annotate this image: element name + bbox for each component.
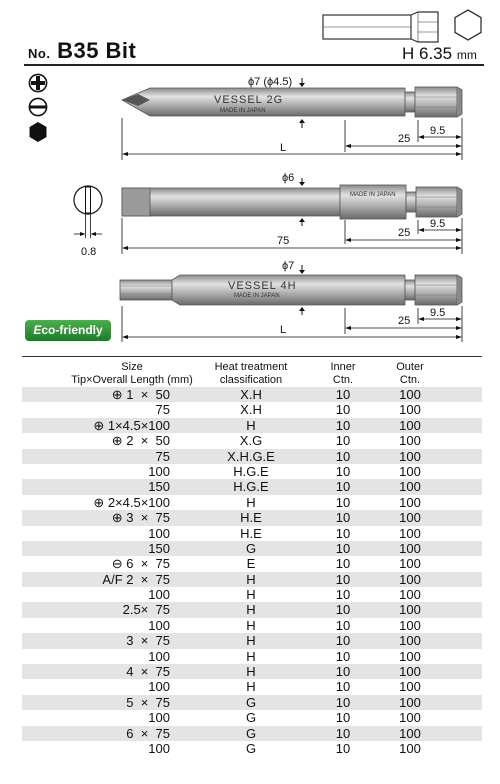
heat-treatment-cell: H.G.E bbox=[233, 463, 269, 479]
heat-treatment-cell: E bbox=[246, 556, 256, 572]
outer-carton-cell: 100 bbox=[399, 463, 421, 479]
header-inner-line1: Inner bbox=[330, 361, 356, 373]
table-row bbox=[22, 449, 482, 464]
table-row bbox=[22, 726, 482, 741]
table-row bbox=[22, 649, 482, 664]
table-row bbox=[22, 664, 482, 679]
page-header bbox=[0, 0, 500, 70]
inner-carton-cell: 10 bbox=[335, 494, 351, 510]
size-cell: 75 bbox=[155, 402, 170, 418]
size-cell: 100 bbox=[148, 740, 170, 756]
outer-carton-cell: 100 bbox=[399, 571, 421, 587]
inner-carton-cell: 10 bbox=[335, 510, 351, 526]
heat-treatment-cell: G bbox=[245, 740, 257, 756]
inner-carton-cell: 10 bbox=[335, 417, 351, 433]
header-heat bbox=[192, 361, 310, 387]
slotted-bit-drawing bbox=[0, 170, 500, 260]
outer-carton-cell: 100 bbox=[399, 617, 421, 633]
size-cell: 4 × 75 bbox=[126, 664, 170, 680]
heat-treatment-cell: H.E bbox=[240, 525, 262, 541]
page-title bbox=[28, 38, 136, 64]
size-cell: ⊕ 1×4.5×100 bbox=[93, 417, 170, 433]
heat-treatment-cell: H bbox=[246, 664, 256, 680]
header-outer-line2: Ctn. bbox=[399, 374, 421, 386]
header-heat-line1: Heat treatment bbox=[214, 361, 288, 373]
inner-carton-cell: 10 bbox=[335, 540, 351, 556]
table-top-rule bbox=[22, 356, 482, 357]
size-cell: 100 bbox=[148, 587, 170, 603]
outer-carton-cell: 100 bbox=[399, 387, 421, 402]
outer-carton-cell: 100 bbox=[399, 679, 421, 695]
inner-carton-cell: 10 bbox=[335, 710, 351, 726]
heat-treatment-cell: G bbox=[245, 710, 257, 726]
table-row bbox=[22, 633, 482, 648]
outer-carton-cell: 100 bbox=[399, 602, 421, 618]
inner-carton-cell: 10 bbox=[335, 725, 351, 741]
inner-carton-cell: 10 bbox=[335, 525, 351, 541]
table-row bbox=[22, 479, 482, 494]
outer-carton-cell: 100 bbox=[399, 510, 421, 526]
outer-carton-cell: 100 bbox=[399, 540, 421, 556]
heat-treatment-cell: H.G.E bbox=[233, 479, 269, 495]
size-cell: 5 × 75 bbox=[126, 694, 170, 710]
eco-badge-text: co-friendly bbox=[41, 323, 103, 337]
slotted-25-label: 25 bbox=[398, 227, 411, 239]
heat-treatment-cell: G bbox=[245, 540, 257, 556]
inner-carton-cell: 10 bbox=[335, 633, 351, 649]
size-cell: 2.5× 75 bbox=[122, 602, 170, 618]
inner-carton-cell: 10 bbox=[335, 740, 351, 756]
slot-thickness-label: 0.8 bbox=[81, 246, 97, 258]
phillips-diameter-label: ϕ7 (ϕ4.5) bbox=[248, 76, 293, 88]
outer-carton-cell: 100 bbox=[399, 633, 421, 649]
header-divider bbox=[24, 64, 484, 66]
hex-stamp-origin: MADE IN JAPAN bbox=[234, 293, 280, 299]
table-row bbox=[22, 510, 482, 525]
eco-friendly-badge bbox=[25, 320, 111, 341]
inner-carton-cell: 10 bbox=[335, 679, 351, 695]
outer-carton-cell: 100 bbox=[399, 664, 421, 680]
hex-diameter-label: ϕ7 bbox=[282, 260, 295, 272]
table-row bbox=[22, 572, 482, 587]
heat-treatment-cell: H bbox=[246, 679, 256, 695]
inner-carton-cell: 10 bbox=[335, 433, 351, 449]
title-prefix: No. bbox=[28, 46, 51, 61]
hex-hex-length-label: 9.5 bbox=[430, 307, 446, 319]
inner-carton-cell: 10 bbox=[335, 463, 351, 479]
size-cell: 75 bbox=[155, 448, 170, 464]
inner-carton-cell: 10 bbox=[335, 556, 351, 572]
table-row bbox=[22, 541, 482, 556]
size-cell: 3 × 75 bbox=[126, 633, 170, 649]
size-cell: A/F 2 × 75 bbox=[102, 571, 170, 587]
outer-carton-cell: 100 bbox=[399, 694, 421, 710]
size-cell: ⊕ 2×4.5×100 bbox=[93, 494, 170, 510]
heat-treatment-cell: H bbox=[246, 494, 256, 510]
hex-size-value: H 6.35 bbox=[402, 44, 453, 63]
header-heat-line2: classification bbox=[219, 374, 283, 386]
size-cell: 6 × 75 bbox=[126, 725, 170, 741]
heat-treatment-cell: H bbox=[246, 633, 256, 649]
header-size-line2: Tip×Overall Length (mm) bbox=[71, 374, 193, 386]
size-cell: 150 bbox=[148, 540, 170, 556]
inner-carton-cell: 10 bbox=[335, 648, 351, 664]
heat-treatment-cell: H.E bbox=[240, 510, 262, 526]
slotted-bit-illustration bbox=[0, 170, 500, 260]
outer-carton-cell: 100 bbox=[399, 556, 421, 572]
size-cell: 150 bbox=[148, 479, 170, 495]
size-cell: ⊖ 6 × 75 bbox=[111, 556, 170, 572]
heat-treatment-cell: X.H bbox=[240, 402, 262, 418]
outer-carton-cell: 100 bbox=[399, 433, 421, 449]
table-body bbox=[22, 387, 482, 756]
size-cell: ⊕ 1 × 50 bbox=[111, 387, 170, 402]
table-row bbox=[22, 418, 482, 433]
size-cell: 100 bbox=[148, 617, 170, 633]
outer-carton-cell: 100 bbox=[399, 417, 421, 433]
table-row bbox=[22, 695, 482, 710]
header-inner-line2: Ctn. bbox=[332, 374, 354, 386]
table-row bbox=[22, 741, 482, 756]
inner-carton-cell: 10 bbox=[335, 448, 351, 464]
outer-carton-cell: 100 bbox=[399, 525, 421, 541]
heat-treatment-cell: G bbox=[245, 725, 257, 741]
size-cell: 100 bbox=[148, 710, 170, 726]
phillips-bit-drawing bbox=[0, 70, 500, 162]
inner-carton-cell: 10 bbox=[335, 479, 351, 495]
outer-carton-cell: 100 bbox=[399, 725, 421, 741]
heat-treatment-cell: H bbox=[246, 587, 256, 603]
header-inner bbox=[320, 361, 366, 387]
outer-carton-cell: 100 bbox=[399, 740, 421, 756]
slotted-diameter-label: ϕ6 bbox=[282, 172, 295, 184]
title-text: B35 Bit bbox=[57, 38, 137, 63]
size-cell: ⊕ 2 × 50 bbox=[111, 433, 170, 449]
phillips-25-label: 25 bbox=[398, 133, 411, 145]
table-row bbox=[22, 587, 482, 602]
heat-treatment-cell: H bbox=[246, 602, 256, 618]
size-cell: 100 bbox=[148, 648, 170, 664]
inner-carton-cell: 10 bbox=[335, 602, 351, 618]
inner-carton-cell: 10 bbox=[335, 587, 351, 603]
heat-treatment-cell: X.G bbox=[239, 433, 263, 449]
outer-carton-cell: 100 bbox=[399, 587, 421, 603]
size-cell: 100 bbox=[148, 525, 170, 541]
inner-carton-cell: 10 bbox=[335, 617, 351, 633]
table-header bbox=[22, 359, 482, 387]
inner-carton-cell: 10 bbox=[335, 694, 351, 710]
hex-cross-section-icon bbox=[452, 8, 484, 42]
table-row bbox=[22, 556, 482, 571]
outer-carton-cell: 100 bbox=[399, 448, 421, 464]
outer-carton-cell: 100 bbox=[399, 648, 421, 664]
table-row bbox=[22, 602, 482, 617]
table-row bbox=[22, 495, 482, 510]
table-row bbox=[22, 618, 482, 633]
slotted-hex-length-label: 9.5 bbox=[430, 218, 446, 230]
heat-treatment-cell: X.H.G.E bbox=[227, 448, 275, 464]
outer-carton-cell: 100 bbox=[399, 479, 421, 495]
outer-carton-cell: 100 bbox=[399, 402, 421, 418]
inner-carton-cell: 10 bbox=[335, 664, 351, 680]
hex-length-label: L bbox=[280, 324, 287, 336]
table-row bbox=[22, 526, 482, 541]
size-cell: 100 bbox=[148, 679, 170, 695]
eco-badge-initial: E bbox=[33, 323, 42, 337]
slotted-stamp: MADE IN JAPAN bbox=[350, 192, 396, 198]
outer-carton-cell: 100 bbox=[399, 710, 421, 726]
hex-size-unit: mm bbox=[456, 48, 477, 62]
header-size-line1: Size bbox=[121, 361, 143, 373]
size-cell: 100 bbox=[148, 463, 170, 479]
heat-treatment-cell: H bbox=[246, 417, 256, 433]
hex-shank-icon bbox=[322, 8, 440, 46]
heat-treatment-cell: H bbox=[246, 648, 256, 664]
phillips-stamp-origin: MADE IN JAPAN bbox=[220, 108, 266, 114]
table-row bbox=[22, 402, 482, 417]
header-outer bbox=[384, 361, 436, 387]
header-outer-line1: Outer bbox=[396, 361, 424, 373]
phillips-stamp: VESSEL 2G bbox=[214, 94, 284, 106]
size-cell: ⊕ 3 × 75 bbox=[111, 510, 170, 526]
table-row bbox=[22, 464, 482, 479]
heat-treatment-cell: G bbox=[245, 694, 257, 710]
phillips-length-label: L bbox=[280, 142, 287, 154]
phillips-hex-length-label: 9.5 bbox=[430, 125, 446, 137]
inner-carton-cell: 10 bbox=[335, 571, 351, 587]
outer-carton-cell: 100 bbox=[399, 494, 421, 510]
hex-25-label: 25 bbox=[398, 315, 411, 327]
hex-stamp: VESSEL 4H bbox=[228, 280, 297, 292]
inner-carton-cell: 10 bbox=[335, 402, 351, 418]
hex-size-label bbox=[402, 44, 477, 64]
table-row bbox=[22, 679, 482, 694]
table-row bbox=[22, 433, 482, 448]
heat-treatment-cell: H bbox=[246, 571, 256, 587]
table-row bbox=[22, 710, 482, 725]
slotted-length-label: 75 bbox=[277, 235, 290, 247]
table-row bbox=[22, 387, 482, 402]
heat-treatment-cell: H bbox=[246, 617, 256, 633]
inner-carton-cell: 10 bbox=[335, 387, 351, 402]
heat-treatment-cell: X.H bbox=[240, 387, 262, 402]
